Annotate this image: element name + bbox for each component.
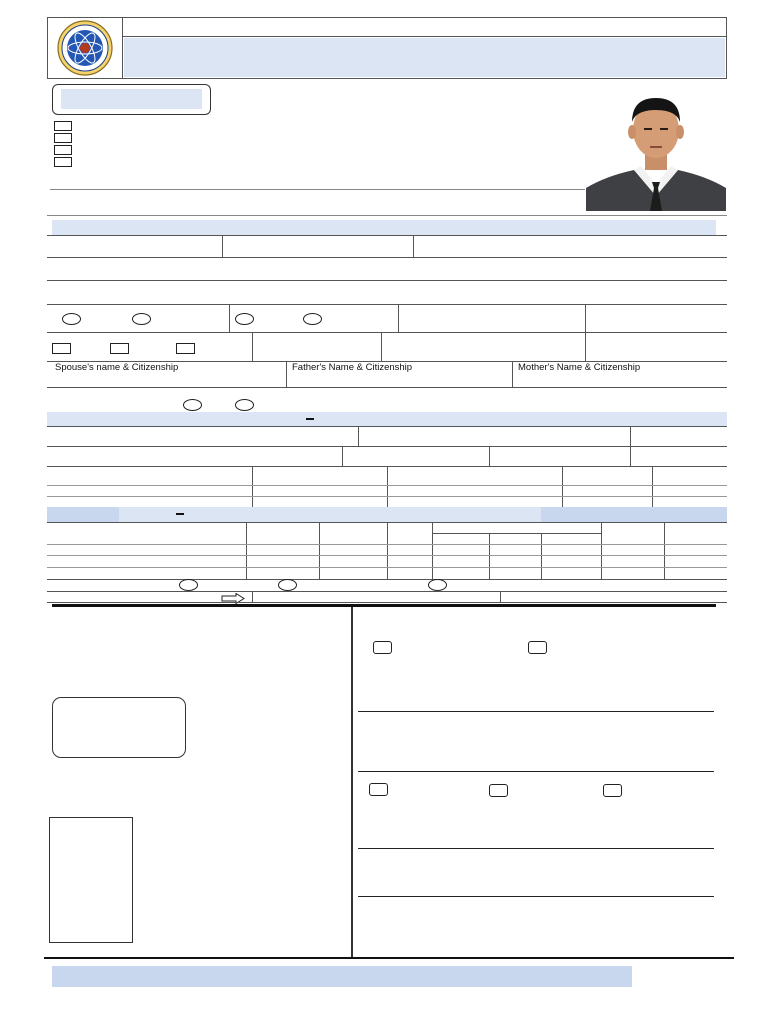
col-line [652,466,653,507]
row-line [47,591,727,592]
col-line [358,426,359,446]
thumbmark-box [52,697,186,758]
col-line [252,466,253,507]
row-line [47,555,727,556]
right-checkbox-3[interactable] [369,783,388,796]
row-line [47,485,727,486]
father-label: Father's Name & Citizenship [292,362,413,373]
col-line [342,446,343,466]
col-line [562,466,563,507]
exam-band-right [541,507,727,522]
civil-status-checkbox-2[interactable] [110,343,129,354]
col-line [229,304,230,332]
col-line [432,522,433,579]
col-line [664,522,665,579]
col-line [489,533,490,579]
footer-band [52,966,632,987]
exam-band-left [47,507,119,522]
yes-no-radio-no[interactable] [235,399,254,411]
lower-section-top-rule [52,604,716,607]
col-line [500,591,501,602]
row-line [47,426,727,427]
row-line [47,544,727,545]
row-line [47,567,727,568]
checkbox-option-4[interactable] [54,157,72,167]
mother-label: Mother's Name & Citizenship [518,362,641,373]
row-line [47,257,727,258]
dash-mark [176,513,184,515]
right-line [358,711,714,712]
row-line [47,280,727,281]
row-line [47,579,727,580]
checkbox-option-2[interactable] [54,133,72,143]
row-line [47,332,727,333]
col-line [319,522,320,579]
col-line [601,522,602,579]
row-line [47,496,727,497]
checkbox-option-1[interactable] [54,121,72,131]
col-line [585,304,586,332]
application-type-band [61,89,202,109]
col-line [585,332,586,361]
header-divider [122,17,123,79]
col-line [387,522,388,579]
row-line [47,387,727,388]
col-line [381,332,382,361]
arrow-right-icon [221,591,245,602]
col-line [222,235,223,257]
lower-section-bottom-rule [44,957,734,959]
col-line [246,522,247,579]
row-line [47,446,727,447]
right-line [358,848,714,849]
lower-section-divider [351,607,353,957]
col-line [252,591,253,602]
section-divider-top [47,215,727,216]
col-line [630,426,631,446]
exam-radio-2[interactable] [278,579,297,591]
header-title-line [122,36,727,37]
right-checkbox-5[interactable] [603,784,622,797]
signature-line [50,189,585,190]
dash-mark [306,418,314,420]
row-line [432,533,601,534]
spouse-label: Spouse's name & Citizenship [55,362,179,373]
col-line [398,304,399,332]
personal-info-band [52,220,716,235]
sex-radio-male[interactable] [62,313,81,325]
right-line [358,896,714,897]
civil-status-checkbox-1[interactable] [52,343,71,354]
col-line [387,466,388,507]
education-band [47,412,727,426]
citizenship-radio-2[interactable] [303,313,322,325]
col-line [541,533,542,579]
col-line [252,332,253,361]
prc-seal-icon [50,19,120,77]
col-line [413,235,414,257]
right-checkbox-1[interactable] [373,641,392,654]
row-line [47,235,727,236]
right-checkbox-4[interactable] [489,784,508,797]
row-line [47,304,727,305]
sex-radio-female[interactable] [132,313,151,325]
exam-radio-1[interactable] [179,579,198,591]
applicant-photo [586,88,726,211]
yes-no-radio-yes[interactable] [183,399,202,411]
col-line [512,361,513,387]
right-checkbox-2[interactable] [528,641,547,654]
right-line [358,771,714,772]
col-line [489,446,490,466]
col-line [630,446,631,466]
checkbox-option-3[interactable] [54,145,72,155]
header-title-band [124,38,725,77]
col-line [286,361,287,387]
signature-box [49,817,133,943]
citizenship-radio-1[interactable] [235,313,254,325]
exam-radio-3[interactable] [428,579,447,591]
row-line [47,602,727,603]
civil-status-checkbox-3[interactable] [176,343,195,354]
